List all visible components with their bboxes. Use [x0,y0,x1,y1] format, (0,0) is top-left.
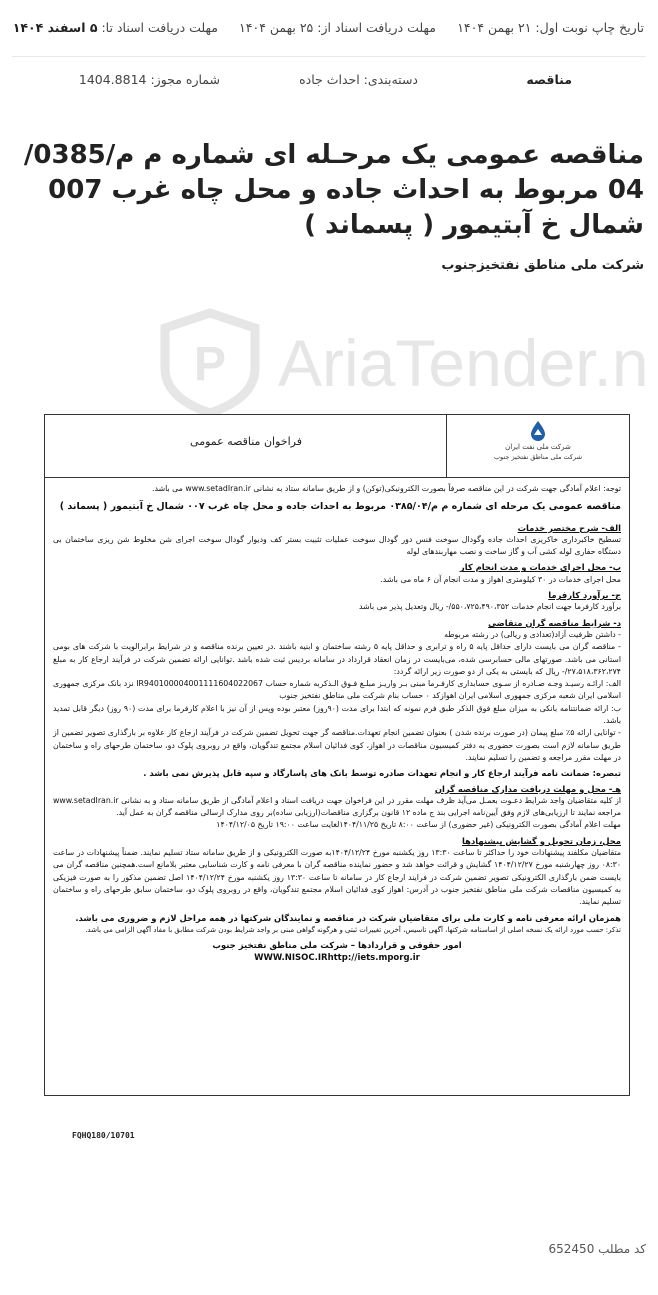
nioc-logo-icon [527,420,549,442]
meta-divider [12,56,646,57]
receive-to-value: ۵ اسفند ۱۴۰۴ [12,19,98,35]
notice-p9: ب: ارائه ضمانتنامه بانکی به میزان مبلغ فوق الذکر طبق فرم نمونه که ابتدا برای مدت (۹۰روز) معتبر بوده وپس از آن نیز با اعلام کارفرما برای مدت (۹۰ روز) دیگر قابل تمدید باشد. [53,703,621,726]
document-reference-code: FQHQ180/10701 [72,1131,135,1140]
receive-from-date: مهلت دریافت اسناد از: ۲۵ بهمن ۱۴۰۴ [239,19,436,35]
notice-p6: - داشتن ظرفیت آزاد(تعدادی و ریالی) در رشته مربوطه [444,629,621,639]
meta-row-dates [0,14,658,40]
notice-body [53,483,621,965]
category: دسته‌بندی: احداث جاده [299,71,418,87]
logo-caption-1: شرکت ملی نفت ایران [505,443,571,451]
notice-p13: مهلت اعلام آمادگی بصورت الکترونیکی (غیر حضوری) از ساعت ۸:۰۰ تاریخ ۱۴۰۴/۱۱/۲۵لغایت ساعت ۱۹:۰۰ تاریخ ۱۴۰۴/۱۲/۰۵ [216,820,621,830]
notice-heading: فراخوان مناقصه عمومی [190,435,302,448]
watermark-text: AriaTender.n [278,326,649,400]
tender-type: مناقصه [526,71,572,87]
notice-p5: برآورد کارفرما جهت انجام خدمات ۵۵۰،۷۲۵،۴۹۰،۳۵۲/- ریال وتعدیل پذیر می باشد [359,602,621,612]
section-d-title: د- شرایط مناقصه گران متقاضی [488,617,621,628]
notice-p1: توجه: اعلام آمادگی جهت شرکت در این مناقصه صرفاً بصورت الکترونیکی(توکن) و از طریق سامانه ستاد به نشانی www.setadIran.ir می باشد. [152,484,621,493]
section-a-title: الف- شرح مختصر خدمات [517,522,621,533]
meta-row-info [0,66,658,92]
tender-meta-box [0,0,658,99]
section-f-title: محل، زمان تحویل و گشایش پیشنهادها [462,835,621,846]
tender-notice-document [44,414,630,1096]
logo-caption-2: شرکت ملی مناطق نفتخیز جنوب [493,453,583,461]
notice-website: WWW.NISOC.IRhttp://iets.mporg.ir [254,953,420,964]
watermark-logo [150,298,658,418]
notice-p12: از کلیه متقاضیان واجد شرایط دعـوت بعمـل می‌آید ظرف مهلت مقرر در این فراخوان جهت دریافت اسناد و اعلام آمادگی از طریق سامانه ستاد و به نشانی www.setadIran.ir مراجعه نمایند تا ارزیابی‌های لازم وفق آیین‌نامه اجرایی بند ج ماده ۱۲ قانون برگزاری مناقصات(ارزیابی ساده)بر روی مدارک ارسالی مناقصه گران به عمل آید. [53,795,621,818]
notice-p10: - توانایی ارائه ۵٪ مبلغ پیمان (در صورت برنده شدن ) بعنوان تضمین انجام تعهدات.مناقصه گر جهت تحویل تضمین شرکت در فرآیند ارجاع کار علاوه بر بارگذاری تصویر تضمین از طریق سامانه لازم است بصورت حضوری به دفتر کمیسیون مناقصات در اهواز، کوی فدائیان اسلام مجتمع تندگویان، واقع در روبروی پلوک دو، ساختمان طرحهای راه و ساختمان در مهلت مقرر مراجعه و تضمین را تسلیم نمایند. [53,728,621,762]
ad-code: کد مطلب 652450 [548,1242,646,1256]
receive-to-label: مهلت دریافت اسناد تا: [101,19,218,35]
section-c-title: ج- برآورد کارفرما [548,590,621,601]
notice-p7: - مناقصه گران می بایست دارای حداقل پایه ۵ راه و ترابری و حداقل پایه ۵ رشته ساختمان و ابنیه باشند .در تعیین برنده مناقصه و در شرایط برابرالویت با شرکت های بومی استانی می باشد. صورتهای مالی حسابرسی شده، می‌بایست در زمان انعقاد قرارداد در سامانه بردیس ثبت شده باشد .توانایی ارائه تضمین شرکت در فرآیند ارجاع کار به مبلغ ۲۷،۵۱۸،۳۶۲،۲۷۴/- ریال که بایستی به یکی از دو صورت زیر ارائه گردد: [53,642,621,676]
notice-p16: تذکر: حسب مورد ارائه یک نسخه اصلی از اساسنامه شرکتها، آگهی تاسیس، آخرین تغییرات ثبتی و هرگونه گواهی مبنی بر واجد شرایط بودن شرکت مطابق با مفاد آگهی الزامی می باشد. [85,925,621,934]
notice-p3: تسطیح خاکبرداری خاکریزی احداث جاده وگودال سوخت فنس دور گودال سوخت عملیات تثبیت بستر کف ودیوار گودال سوخت اجرای شن مخلوط شن ریزی ساختمان بی دستگاه حفاری لوله کشی آب و گاز ساخت و نصب مهاربندهای لوله [53,534,621,557]
tender-title: مناقصه عمومی یک مرحـله ای شماره م م/0385/ 04 مربوط به احداث جاده و محل چاه غرب 007 شمال خ آبتیمور ( پسماند ) [23,140,644,240]
notice-p2: مناقصه عمومی یک مرحله ای شماره م م/۰۳۸۵/۰۴ مربوط به احداث جاده و محل چاه غرب ۰۰۷ شمال خ آبتیمور ( پسماند ) [59,501,621,513]
section-b-title: ب- محل اجرای خدمات و مدت انجام کار [459,562,621,573]
receive-to-date [13,20,218,35]
organization-name: شرکت ملی مناطق نفتخیزجنوب [441,258,644,273]
svg-text:P: P [193,338,227,391]
section-e-title: هـ- محل و مهلت دریافت مدارک مناقصه گران [434,783,621,794]
notice-p11: تبصره: ضمانت نامه فرآیند ارجاع کار و انجام تعهدات صادره توسط بانک های پاسارگاد و سپه قابل پذیرش نمی باشد . [143,768,621,779]
notice-p8: الف: ارائـه رسیـد وجـه صـادره از سـوی حسابداری کارفـرما مبنی بـر واریـز مبلـغ فـوق الـذکربه شماره حساب IR940100004001111604022067 نزد بانک مرکزی جمهوری اسلامی ایران شعبه مرکزی جمهوری اسلامی ایران اهوازکد ۰ حساب بنام شرکت ملی مناطق نفتخیز جنوب [53,679,621,701]
company-logo-cell [446,415,629,477]
notice-signature: امور حقوقی و قراردادها – شرکت ملی مناطق نفتخیز جنوب [212,941,462,952]
content-area [0,98,658,1295]
license-number: شماره مجوز: 1404.8814 [78,71,220,87]
notice-p14: متقاضیان مکلفند پیشنهادات خود را حداکثر تا ساعت ۱۳:۳۰ روز یکشنبه مورخ ۱۴۰۴/۱۲/۲۴به صورت الکترونیکی و از طریق سامانه ستاد تسلیم نمایند. ضمناً پیشنهادات در ساعت ۰۸:۳۰ روز چهارشنبه مورخ ۱۴۰۴/۱۲/۲۷ گشایش و قرائت خواهد شد و حضور نماینده مناقصه گران با معرفی نامه و کارت شناسایی معتبر بلامانع است.همچنین مناقصه گران می بایست ضمن بارگذاری الکترونیکی تصویر تضمین شرکت در فرایند ارجاع کار در سامانه تا ساعت ۱۳:۳۰ روز یکشنبه مورخ ۱۴۰۴/۱۲/۲۴ اصل تضمین مذکور را به صورت فیزیکی به کمیسیون مناقصات شرکت ملی مناطق نفتخیز جنوب در آدرس: اهواز کوی فدائیان اسلام مجتمع تندگویان، واقع در روبروی پلوک دو، ساختمان سابق طرحهای راه و ساختمان تسلیم نمایند. [53,848,622,907]
notice-p15: همزمان ارائه معرفی نامه و کارت ملی برای متقاضیان شرکت در مناقصه و نمایندگان شرکتها در همه مراحل لازم و ضروری می باشد. [75,912,621,923]
notice-p4: محل اجرای خدمات در ۳۰ کیلومتری اهواز و مدت انجام آن ۶ ماه می باشد. [380,574,621,584]
print-date: تاریخ چاپ نوبت اول: ۲۱ بهمن ۱۴۰۴ [457,19,644,35]
notice-header [45,415,629,478]
